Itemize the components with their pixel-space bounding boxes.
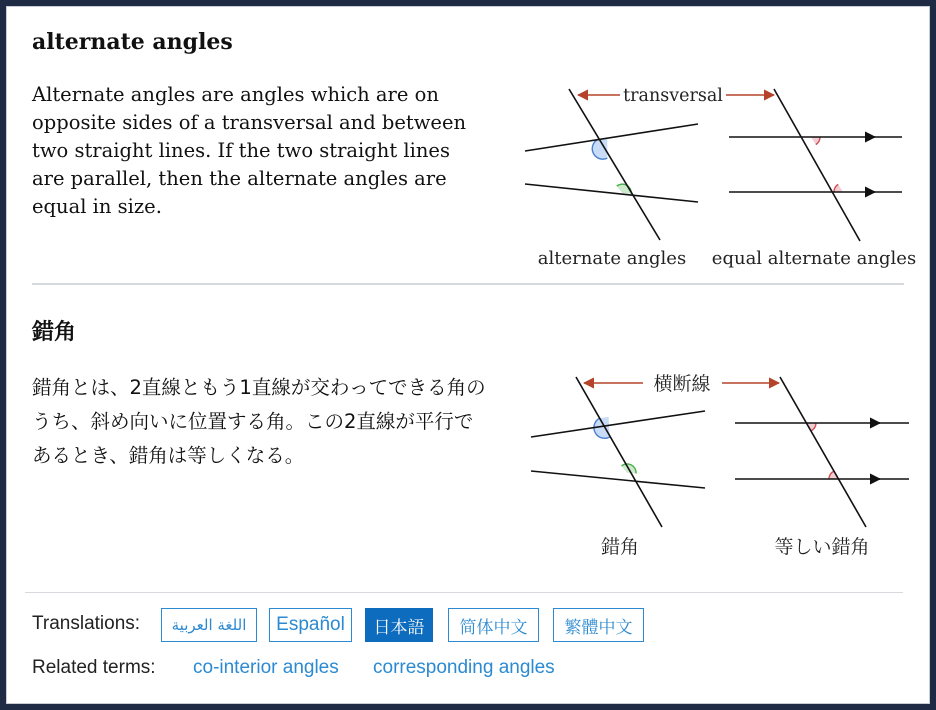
glossary-card xyxy=(6,6,930,704)
term-description-japanese: 錯角とは、2直線ともう1直線が交わってできる角のうち、斜め向いに位置する角。この2直線が平行であるとき、錯角は等しくなる。 xyxy=(32,376,486,467)
translation-button-japanese[interactable]: 日本語 xyxy=(365,608,433,642)
translation-button-spanish[interactable]: Español xyxy=(269,608,352,642)
translations-label: Translations: xyxy=(32,613,141,634)
term-title-english: alternate angles xyxy=(32,29,233,55)
related-term-link-corresponding[interactable]: corresponding angles xyxy=(373,657,555,678)
alternate-angles-caption: 錯角 xyxy=(600,536,640,558)
related-term-link-co-interior[interactable]: co-interior angles xyxy=(193,657,339,678)
footer-divider xyxy=(25,592,903,593)
related-terms-label: Related terms: xyxy=(32,657,156,678)
english-section xyxy=(7,7,931,289)
equal-alternate-angles-caption: 等しい錯角 xyxy=(774,536,870,558)
alternate-angles-diagram-english xyxy=(512,73,917,278)
section-divider xyxy=(32,283,904,285)
translation-button-simplified-chinese[interactable]: 简体中文 xyxy=(448,608,539,642)
term-description-english: Alternate angles are angles which are on opposite sides of a transversal and between two straight lines. If the two straight lines are parallel, then the alternate angles are equal in size. xyxy=(32,83,467,218)
equal-alternate-angles-caption: equal alternate angles xyxy=(711,248,917,269)
term-title-japanese: 錯角 xyxy=(32,320,77,345)
transversal-label: 横断線 xyxy=(653,373,711,395)
transversal-label: transversal xyxy=(623,86,723,106)
translation-button-traditional-chinese[interactable]: 繁體中文 xyxy=(553,608,644,642)
footer xyxy=(7,603,931,703)
translation-button-arabic[interactable]: اللغة العربية xyxy=(161,608,257,642)
alternate-angles-caption: alternate angles xyxy=(537,248,687,269)
alternate-angles-diagram-japanese xyxy=(517,361,922,566)
